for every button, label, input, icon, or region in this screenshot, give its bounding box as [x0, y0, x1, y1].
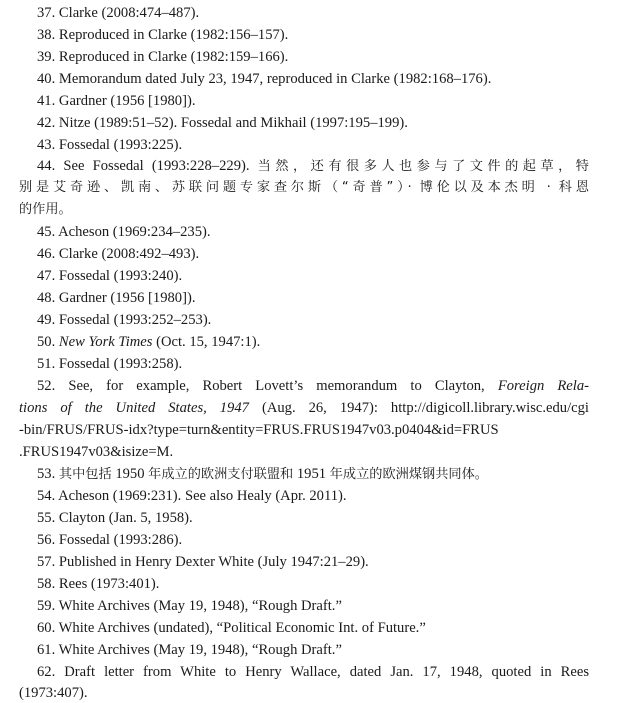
note-62-line-1: [37, 662, 589, 682]
note-number: 47.: [37, 268, 56, 284]
note-text: Gardner (1956 [1980]).: [58, 93, 196, 109]
note-text-cjk: 年成立的欧洲支付联盟和: [148, 467, 294, 482]
note-49: [37, 310, 589, 330]
note-text: Clarke (2008:492–493).: [58, 246, 200, 262]
note-text: See, for example, Robert Lovett’s memorandum to Clayton,: [68, 378, 485, 394]
note-number: 57.: [37, 554, 56, 570]
note-text-italic: New York Times: [58, 334, 153, 350]
note-57: [37, 552, 589, 572]
note-number: 59.: [37, 598, 56, 614]
note-text: (1973:407).: [19, 685, 88, 701]
note-53: [37, 464, 589, 485]
note-text: White Archives (undated), “Political Economic Int. of Future.”: [58, 620, 426, 636]
note-42: [37, 113, 589, 133]
note-number: 37.: [37, 5, 56, 21]
note-44-line-2: [19, 178, 589, 198]
note-number: 61.: [37, 642, 56, 658]
note-61: [37, 640, 589, 660]
note-44-line-3: [19, 200, 589, 220]
note-text-cjk: 年成立的欧洲煤钢共同体。: [329, 467, 488, 482]
note-text: Fossedal (1993:286).: [58, 532, 183, 548]
note-text: Fossedal (1993:258).: [58, 356, 183, 372]
note-text-cjk: 其中包括: [58, 467, 112, 482]
note-text: White Archives (May 19, 1948), “Rough Draft.”: [58, 642, 342, 658]
note-46: [37, 244, 589, 264]
note-number: 60.: [37, 620, 56, 636]
note-43: [37, 135, 589, 155]
note-38: [37, 25, 589, 45]
note-text: Memorandum dated July 23, 1947, reproduced in Clarke (1982:168–176).: [58, 71, 492, 87]
note-text: See Fossedal (1993:228–229).: [63, 158, 250, 174]
note-number: 43.: [37, 137, 56, 153]
note-52-line-4: [19, 442, 589, 462]
note-text: Rees (1973:401).: [58, 576, 160, 592]
note-text: Clayton (Jan. 5, 1958).: [58, 510, 193, 526]
note-number: 38.: [37, 27, 56, 43]
note-51: [37, 354, 589, 374]
note-text: Fossedal (1993:225).: [58, 137, 183, 153]
note-text-cjk: 的作用。: [19, 202, 72, 217]
note-text: -bin/FRUS/FRUS-idx?type=turn&entity=FRUS.FRUS1947v03.p0404&id=FRUS: [19, 422, 499, 438]
note-number: 51.: [37, 356, 56, 372]
note-number: 48.: [37, 290, 56, 306]
note-text: Published in Henry Dexter White (July 1947:21–29).: [58, 554, 369, 570]
note-text: Nitze (1989:51–52). Fossedal and Mikhail (1997:195–199).: [58, 115, 408, 131]
note-text: 1951: [296, 466, 327, 482]
note-text: Clarke (2008:474–487).: [58, 5, 200, 21]
note-text: .FRUS1947v03&isize=M.: [19, 444, 174, 460]
note-number: 41.: [37, 93, 56, 109]
note-number: 58.: [37, 576, 56, 592]
note-number: 54.: [37, 488, 56, 504]
note-text: Reproduced in Clarke (1982:156–157).: [58, 27, 289, 43]
note-number: 45.: [37, 224, 56, 240]
note-50: [37, 332, 589, 352]
note-number: 50.: [37, 334, 56, 350]
note-60: [37, 618, 589, 638]
note-text: Reproduced in Clarke (1982:159–166).: [58, 49, 289, 65]
note-text-cjk: 当然，还有很多人也参与了文件的起草，特: [257, 159, 589, 174]
note-54: [37, 486, 589, 506]
note-number: 40.: [37, 71, 56, 87]
note-40: [37, 69, 589, 89]
note-number: 55.: [37, 510, 56, 526]
note-text: (Oct. 15, 1947:1).: [156, 334, 261, 350]
note-text: Gardner (1956 [1980]).: [58, 290, 196, 306]
note-number: 44.: [37, 158, 56, 174]
note-number: 53.: [37, 466, 56, 482]
note-text: Acheson (1969:231). See also Healy (Apr. 2011).: [58, 488, 347, 504]
note-text: Fossedal (1993:240).: [58, 268, 183, 284]
note-52-line-3: [19, 420, 589, 440]
note-number: 46.: [37, 246, 56, 262]
note-number: 42.: [37, 115, 56, 131]
note-52-line-1: [37, 376, 589, 396]
note-55: [37, 508, 589, 528]
note-text-italic: tions of the United States, 1947: [19, 400, 249, 416]
note-text: Acheson (1969:234–235).: [58, 224, 211, 240]
note-text: Draft letter from White to Henry Wallace, dated Jan. 17, 1948, quoted in Rees: [64, 664, 589, 680]
note-37: [37, 3, 589, 23]
note-41: [37, 91, 589, 111]
note-number: 62.: [37, 664, 56, 680]
note-56: [37, 530, 589, 550]
note-47: [37, 266, 589, 286]
note-39: [37, 47, 589, 67]
note-text: 1950: [115, 466, 145, 482]
note-45: [37, 222, 589, 242]
note-58: [37, 574, 589, 594]
note-text-cjk: 别是艾奇逊、凯南、苏联问题专家查尔斯（“奇普”）· 博伦以及本杰明 · 科恩: [19, 180, 589, 195]
note-number: 52.: [37, 378, 56, 394]
note-44-line-1: [37, 156, 589, 176]
note-text: White Archives (May 19, 1948), “Rough Draft.”: [58, 598, 342, 614]
note-text: (Aug. 26, 1947): http://digicoll.library.wisc.edu/cgi: [261, 400, 589, 416]
note-59: [37, 596, 589, 616]
note-number: 39.: [37, 49, 56, 65]
note-number: 56.: [37, 532, 56, 548]
note-number: 49.: [37, 312, 56, 328]
note-text: Fossedal (1993:252–253).: [58, 312, 212, 328]
note-62-line-2: [19, 683, 589, 703]
note-52-line-2: [19, 398, 589, 418]
note-text-italic: Foreign Rela-: [497, 378, 589, 394]
note-48: [37, 288, 589, 308]
